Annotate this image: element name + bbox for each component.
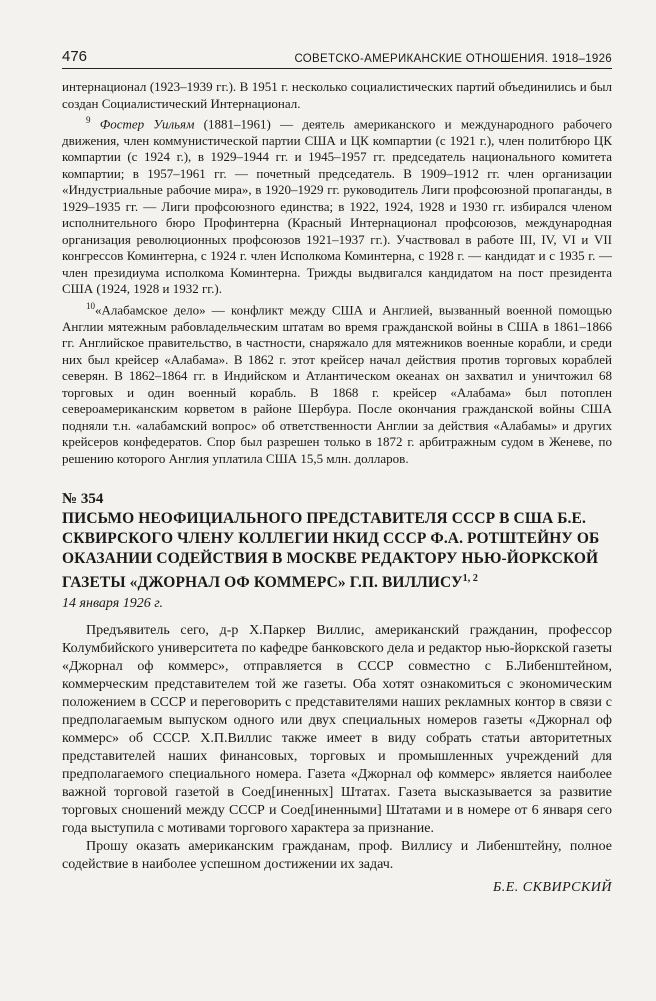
note-9-name: Фостер Уильям: [99, 116, 195, 132]
note-9-text: (1881–1961) — деятель американского и международного рабочего движения, член коммунистической партии США и ЦК компартии (с 1921 г.), член политбюро ЦК компартии (с 1924 г.), в 1929–1944 гг. и 1945–1957 гг. председатель национального комитета компартии; в 1957–1961 гг. — почетный председатель. В 1909–1912 гг. член организации «Индустриальные рабочие мира», в 1920–1929 гг. руководитель Лиги профсоюзной пропаганды, в 1929–1935 гг. — Лиги профсоюзного единства; в 1922, 1924, 1928 и 1930 гг. избирался членом исполнительного бюро Профинтерна (Красный Интернационал профсоюзов, международная организация революционных профсоюзов 1921–1937 гг.). Участвовал в работе III, IV, VI и VII конгрессов Коминтерна, с 1924 г. член Исполкома Коминтерна, с 1928 г. — кандидат и с 1935 г. — член президиума исполкома Коминтерна. Трижды выдвигался кандидатом на пост президента США (1924, 1928 и 1932 гг.).: [62, 116, 612, 297]
note-10-mark: 10: [86, 300, 95, 311]
document-title-marks: 1, 2: [462, 573, 479, 585]
document-number: № 354: [62, 491, 104, 508]
note-9-mark: 9: [86, 115, 91, 125]
footnotes: [62, 79, 612, 467]
note-10-text: «Алабамское дело» — конфликт между США и Англией, вызванный военной помощью Англии мятежным рабовладельческим штатам во время гражданской войны в США в 1861–1866 гг. Английское правительство, в частности, снаряжало для мятежников военные корабли, и среди них был крейсер «Алабама». В 1862 г. этот крейсер начал действия против торговых кораблей северян. В 1862–1864 гг. в Индийском и Атлантическом океанах он захватил и уничтожил 68 торговых и один военный корабль. В 1868 г. крейсер «Алабама» был потоплен североамериканским корветом в районе Шербура. После окончания гражданской войны США подняли т.н. «алабамский вопрос» об ответственности Англии за действия «Алабамы» и других крейсеров конфедератов. Спор был разрешен только в 1872 г. арбитражным судом в Женеве, по решению которого Англия уплатила США 15,5 млн. долларов.: [62, 302, 612, 466]
document-date: 14 января 1926 г.: [62, 596, 164, 612]
signature: Б.Е. СКВИРСКИЙ: [492, 880, 612, 896]
note-continuation: интернационал (1923–1939 гг.). В 1951 г. несколько социалистических партий объединились и был создан Социалистический Интернационал.: [62, 79, 612, 111]
running-title: СОВЕТСКО-АМЕРИКАНСКИЕ ОТНОШЕНИЯ. 1918–1926: [294, 53, 612, 65]
document-body: [62, 622, 612, 874]
body-paragraph-2: Прошу оказать американским гражданам, проф. Виллису и Либенштейну, полное содействие в наиболее успешном достижении их задач.: [62, 839, 612, 873]
document-page: [62, 48, 612, 896]
document-title: [62, 509, 612, 593]
body-paragraph-1: Предъявитель сего, д-р Х.Паркер Виллис, американский гражданин, профессор Колумбийского университета по кафедре банковского дела и редактор нью-йоркской газеты «Джорнал оф коммерс», отправляется в СССР совместно с Б.Либенштейном, коммерческим представителем той же газеты. Оба хотят ознакомиться с экономическим положением в СССР и переговорить с представителями наших рекламных контор в связи с предполагаемым выпуском одного или двух специальных номеров газеты «Джорнал оф коммерс» об СССР. Х.П.Виллис также имеет в виду собрать статьи авторитетных представителей наших финансовых, торговых и промышленных учреждений для предполагаемого специального номера. Газета «Джорнал оф коммерс» является наиболее важной торговой газетой в Соед[иненных] Штатах. Газета высказывается за развитие торговых сношений между СССР и Соед[иненными] Штатами и в номере от 6 января сего года выступила с мотивами торгового характера за признание.: [62, 623, 612, 837]
running-head: [62, 48, 612, 69]
note-10: [62, 298, 612, 467]
note-9: [62, 112, 612, 298]
document-title-text: ПИСЬМО НЕОФИЦИАЛЬНОГО ПРЕДСТАВИТЕЛЯ СССР В США Б.Е. СКВИРСКОГО ЧЛЕНУ КОЛЛЕГИИ НКИД СССР Ф.А. РОТШТЕЙНУ ОБ ОКАЗАНИИ СОДЕЙСТВИЯ В МОСКВЕ РЕДАКТОРУ НЬЮ-ЙОРКСКОЙ ГАЗЕТЫ «ДЖОРНАЛ ОФ КОММЕРС» Г.П. ВИЛЛИСУ: [62, 510, 600, 592]
page-number: 476: [62, 48, 88, 65]
